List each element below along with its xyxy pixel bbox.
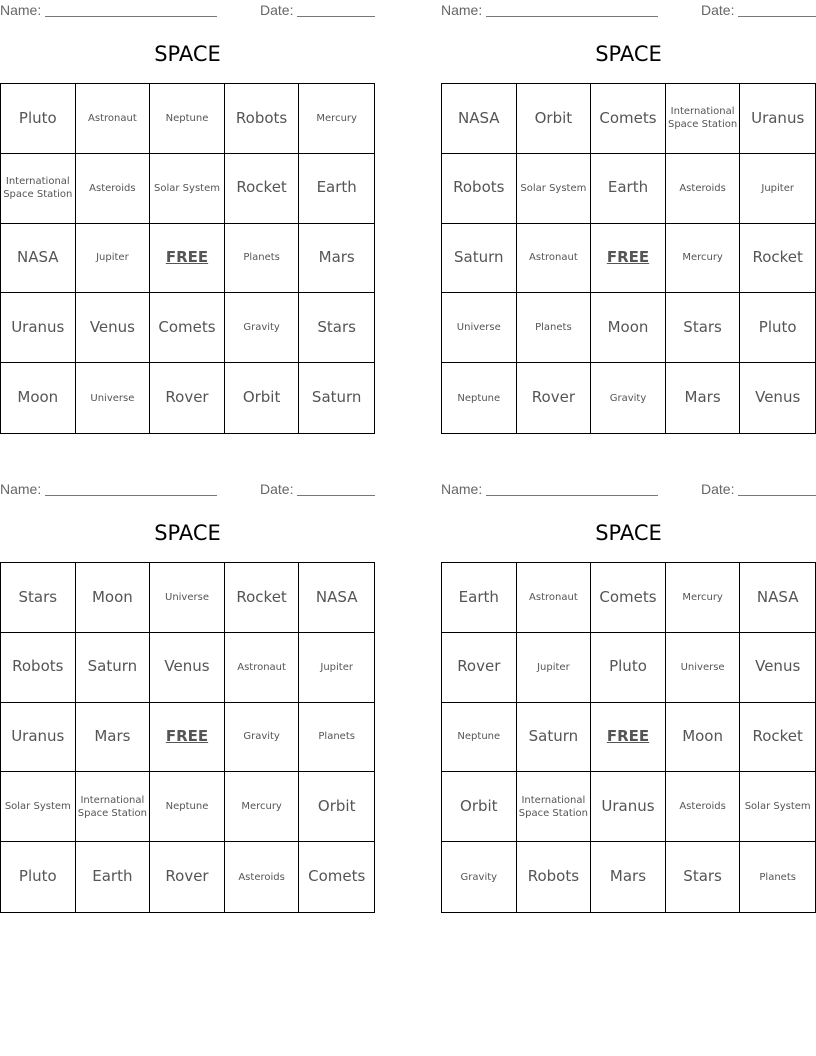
bingo-cell[interactable]: Astronaut	[517, 563, 592, 633]
bingo-cell[interactable]: NASA	[740, 563, 815, 633]
free-space[interactable]: FREE	[150, 224, 225, 294]
bingo-cell[interactable]: Gravity	[225, 293, 300, 363]
bingo-cell[interactable]: Robots	[1, 633, 76, 703]
name-blank[interactable]	[45, 482, 217, 496]
bingo-cell[interactable]: Mars	[666, 363, 741, 433]
card-title: SPACE	[154, 521, 221, 545]
bingo-cell[interactable]: Astronaut	[225, 633, 300, 703]
bingo-cell[interactable]: Rocket	[740, 703, 815, 773]
bingo-cell[interactable]: Gravity	[591, 363, 666, 433]
bingo-cell[interactable]: Asteroids	[666, 154, 741, 224]
date-label: Date:	[701, 2, 735, 18]
bingo-cell[interactable]: Solar System	[517, 154, 592, 224]
bingo-cell[interactable]: Rocket	[740, 224, 815, 294]
bingo-cell[interactable]: Stars	[299, 293, 374, 363]
bingo-cell[interactable]: Rocket	[225, 154, 300, 224]
bingo-cell[interactable]: Planets	[759, 871, 796, 883]
bingo-cell[interactable]: Robots	[517, 842, 592, 912]
name-label: Name:	[441, 481, 483, 497]
bingo-cell[interactable]: Solar System	[150, 154, 225, 224]
bingo-cell[interactable]: Mercury	[299, 84, 374, 154]
bingo-cell[interactable]: NASA	[1, 224, 76, 294]
bingo-cell[interactable]: Moon	[666, 703, 741, 773]
bingo-cell[interactable]: Neptune	[442, 363, 517, 433]
bingo-cell[interactable]: Earth	[442, 563, 517, 633]
bingo-cell[interactable]: Uranus	[1, 293, 76, 363]
date-blank[interactable]	[738, 3, 816, 17]
bingo-cell[interactable]: Solar System	[740, 772, 815, 842]
bingo-cell[interactable]: Mars	[76, 703, 151, 773]
bingo-cell[interactable]: Earth	[299, 154, 374, 224]
bingo-cell[interactable]: Robots	[225, 84, 300, 154]
bingo-card-2	[441, 0, 816, 434]
name-blank[interactable]	[486, 3, 658, 17]
bingo-grid	[441, 562, 816, 913]
name-label: Name:	[441, 2, 483, 18]
bingo-cell[interactable]: Venus	[740, 633, 815, 703]
bingo-cell[interactable]: International Space Station	[517, 772, 592, 842]
bingo-cell[interactable]: Planets	[517, 293, 592, 363]
bingo-cell[interactable]: Neptune	[150, 772, 225, 842]
free-space[interactable]: FREE	[591, 703, 666, 773]
bingo-cell[interactable]: Mercury	[225, 772, 300, 842]
name-label: Name:	[0, 481, 42, 497]
bingo-cell[interactable]: Moon	[76, 563, 151, 633]
bingo-cell[interactable]: Asteroids	[225, 842, 300, 912]
bingo-grid	[0, 83, 375, 434]
bingo-cell[interactable]: Saturn	[442, 224, 517, 294]
bingo-cell[interactable]: Asteroids	[76, 154, 151, 224]
bingo-cell[interactable]: Astronaut	[76, 84, 151, 154]
bingo-cell[interactable]: Gravity	[442, 842, 517, 912]
bingo-cell[interactable]: Orbit	[299, 772, 374, 842]
bingo-cell[interactable]: Saturn	[76, 633, 151, 703]
card-header	[441, 479, 816, 499]
bingo-cell[interactable]: Venus	[755, 388, 801, 407]
bingo-cell[interactable]: Uranus	[591, 772, 666, 842]
bingo-cell[interactable]: Earth	[76, 842, 151, 912]
bingo-cell[interactable]: Moon	[591, 293, 666, 363]
bingo-cell[interactable]: Mercury	[666, 224, 741, 294]
bingo-card-4	[441, 479, 816, 913]
card-header	[0, 479, 375, 499]
bingo-cell[interactable]: Pluto	[740, 293, 815, 363]
bingo-cell[interactable]: Mars	[299, 224, 374, 294]
bingo-cell[interactable]: Universe	[150, 563, 225, 633]
bingo-cell[interactable]: Stars	[666, 842, 741, 912]
name-field	[0, 481, 217, 497]
name-field	[441, 481, 658, 497]
name-field	[441, 2, 658, 18]
bingo-cell[interactable]: Earth	[591, 154, 666, 224]
bingo-cell[interactable]: Saturn	[311, 388, 362, 407]
date-label: Date:	[701, 481, 735, 497]
date-field	[701, 481, 816, 497]
bingo-cell[interactable]: Neptune	[442, 703, 517, 773]
bingo-cell[interactable]: Comets	[150, 293, 225, 363]
bingo-cell[interactable]: Jupiter	[740, 154, 815, 224]
name-label: Name:	[0, 2, 42, 18]
bingo-cell[interactable]: Robots	[442, 154, 517, 224]
bingo-cell[interactable]: Jupiter	[76, 224, 151, 294]
bingo-cell[interactable]: NASA	[442, 84, 517, 154]
date-field	[701, 2, 816, 18]
bingo-cell[interactable]: Orbit	[442, 772, 517, 842]
card-header	[441, 0, 816, 20]
bingo-cell[interactable]: Moon	[1, 363, 76, 433]
bingo-cell[interactable]: Rover	[442, 633, 517, 703]
bingo-cell[interactable]: Venus	[150, 633, 225, 703]
free-space[interactable]: FREE	[150, 703, 225, 773]
bingo-cell[interactable]: Pluto	[1, 842, 76, 912]
bingo-cell[interactable]: Rocket	[225, 563, 300, 633]
bingo-cell[interactable]: International Space Station	[1, 154, 76, 224]
bingo-cell[interactable]: Gravity	[225, 703, 300, 773]
bingo-card-1	[0, 0, 375, 434]
name-blank[interactable]	[45, 3, 217, 17]
date-label: Date:	[260, 2, 294, 18]
bingo-cell[interactable]: Uranus	[1, 703, 76, 773]
bingo-grid	[0, 562, 375, 913]
card-title: SPACE	[154, 42, 221, 66]
bingo-cell[interactable]: Planets	[299, 703, 374, 773]
bingo-cell[interactable]: Rover	[517, 363, 592, 433]
bingo-cell[interactable]: Saturn	[517, 703, 592, 773]
bingo-cell[interactable]: Comets	[591, 84, 666, 154]
date-blank[interactable]	[738, 482, 816, 496]
bingo-cell[interactable]: Solar System	[1, 772, 76, 842]
bingo-cell[interactable]: Universe	[442, 293, 517, 363]
bingo-cell[interactable]: Universe	[666, 633, 741, 703]
date-label: Date:	[260, 481, 294, 497]
bingo-cell[interactable]: Jupiter	[299, 633, 374, 703]
bingo-cell[interactable]: Astronaut	[517, 224, 592, 294]
bingo-cell[interactable]: Pluto	[591, 633, 666, 703]
card-header	[0, 0, 375, 20]
card-title: SPACE	[595, 42, 662, 66]
bingo-cell[interactable]: Neptune	[150, 84, 225, 154]
bingo-cell[interactable]: Mercury	[666, 563, 741, 633]
free-space[interactable]: FREE	[591, 224, 666, 294]
bingo-cell[interactable]: Comets	[308, 867, 366, 886]
bingo-cell[interactable]: Mars	[591, 842, 666, 912]
bingo-cell[interactable]: Orbit	[517, 84, 592, 154]
bingo-cell[interactable]: Asteroids	[666, 772, 741, 842]
bingo-cell[interactable]: Stars	[1, 563, 76, 633]
name-blank[interactable]	[486, 482, 658, 496]
bingo-cell[interactable]: Rover	[150, 363, 225, 433]
bingo-grid	[441, 83, 816, 434]
bingo-cell[interactable]: Uranus	[740, 84, 815, 154]
bingo-cell[interactable]: Jupiter	[517, 633, 592, 703]
card-title: SPACE	[595, 521, 662, 545]
bingo-cell[interactable]: Pluto	[1, 84, 76, 154]
bingo-cell[interactable]: International Space Station	[76, 772, 151, 842]
bingo-cell[interactable]: Venus	[76, 293, 151, 363]
date-field	[260, 2, 375, 18]
bingo-card-3	[0, 479, 375, 913]
bingo-cell[interactable]: Orbit	[225, 363, 300, 433]
bingo-cell[interactable]: International Space Station	[666, 84, 741, 154]
name-field	[0, 2, 217, 18]
date-field	[260, 481, 375, 497]
date-blank[interactable]	[297, 482, 375, 496]
bingo-cell[interactable]: Rover	[150, 842, 225, 912]
bingo-cell[interactable]: Comets	[591, 563, 666, 633]
bingo-cell[interactable]: Universe	[76, 363, 151, 433]
date-blank[interactable]	[297, 3, 375, 17]
bingo-cell[interactable]: Stars	[666, 293, 741, 363]
bingo-cell[interactable]: NASA	[299, 563, 374, 633]
bingo-cell[interactable]: Planets	[225, 224, 300, 294]
